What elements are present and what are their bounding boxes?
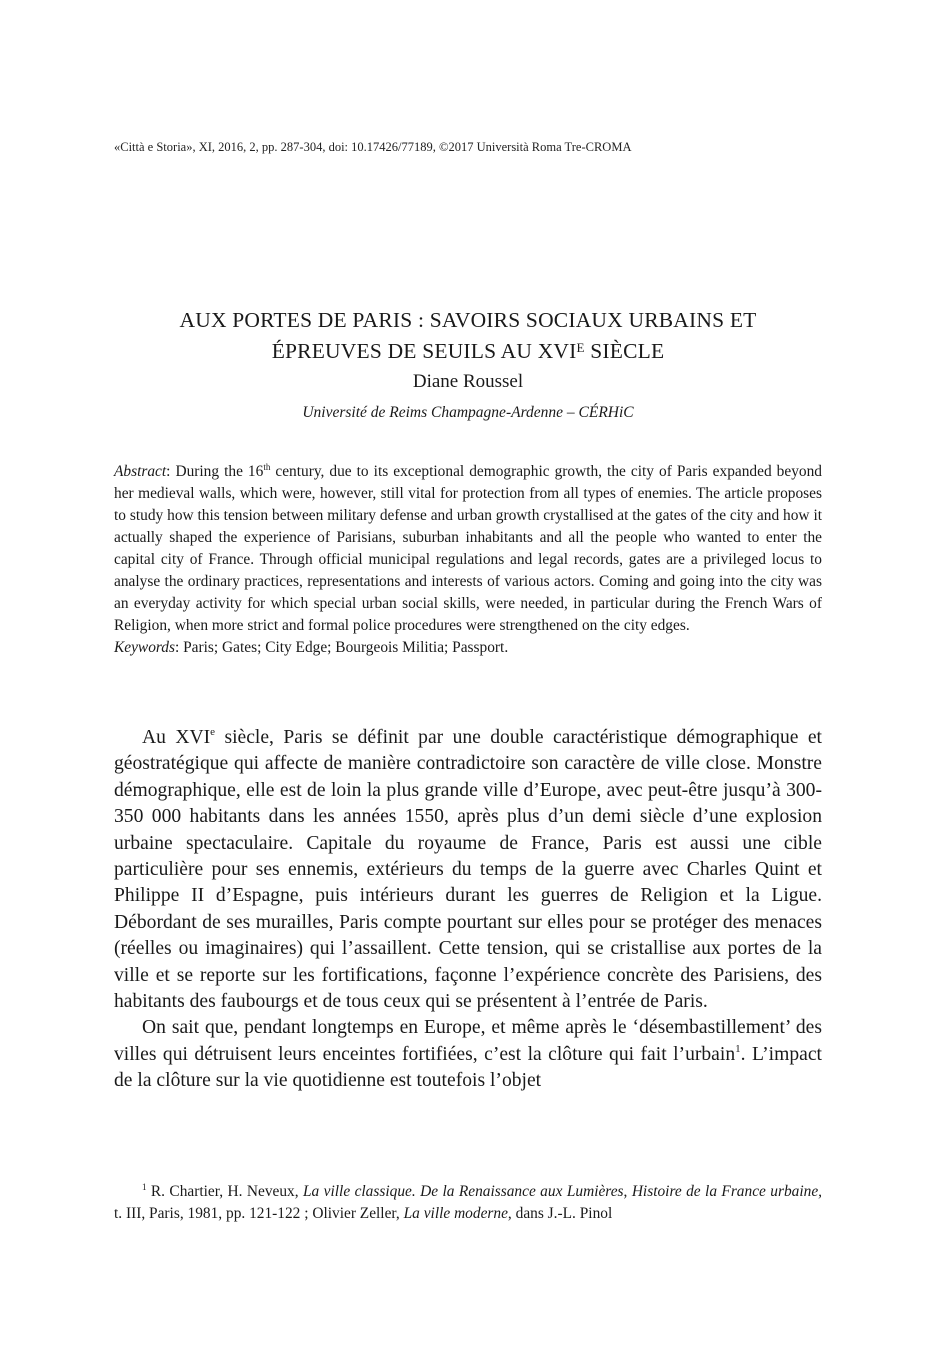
body-paragraph-2 [114, 1015, 822, 1094]
footnote-text-2: , [623, 1183, 632, 1200]
p1-superscript: e [210, 726, 216, 738]
body-paragraph-1 [114, 725, 822, 1015]
abstract-block [114, 461, 822, 659]
footnote-text-3: t. III, Paris, 1981, pp. 121-122 ; Olivier Zeller, [114, 1205, 404, 1222]
body-text [114, 725, 822, 1095]
footnote-1 [114, 1181, 822, 1225]
keywords-label: Keywords [114, 639, 175, 656]
abstract-paragraph [114, 461, 822, 637]
footnote-title-2: Histoire de la France urbaine, [631, 1183, 822, 1200]
keywords-text: : Paris; Gates; City Edge; Bourgeois Militia; Passport. [175, 639, 509, 656]
abstract-label: Abstract [114, 463, 167, 480]
p1-start: Au XVI [142, 727, 211, 748]
title-line-2 [114, 334, 822, 365]
title-line-2-end: SIÈCLE [584, 339, 665, 363]
title-line-1: AUX PORTES DE PARIS : SAVOIRS SOCIAUX URBAINS ET [179, 308, 757, 332]
footnote-title-1: La ville classique. De la Renaissance aux Lumières [303, 1183, 624, 1200]
footnote-number: 1 [142, 1182, 147, 1192]
footnote-paragraph [114, 1181, 822, 1225]
footnote-text-4: , dans J.-L. Pinol [507, 1205, 613, 1222]
p2-text: On sait que, pendant longtemps en Europe, et même après le ‘désembastillement’ des villes qui détruisent leurs enceintes fortifiées, c’est la clôture qui fait l’urbain [114, 1017, 822, 1065]
title-superscript: E [576, 340, 585, 355]
abstract-text: century, due to its exceptional demographic growth, the city of Paris expanded beyond her medieval walls, which were, however, still vital for protection from all types of enemies. The article proposes to study how this tension between military defense and urban growth crystallised at the gates of the city and how it actually shaped the experience of Parisians, suburban inhabitants and all the people who wanted to enter the capital city of France. Through official municipal regulations and legal records, gates are a privileged locus to analyse the ordinary practices, representations and interests of various actors. Coming and going into the city was an everyday activity for which special urban social skills, were needed, in particular during the French Wars of Religion, when more strict and formal police procedures were strengthened on the city edges. [114, 463, 822, 634]
article-title [114, 307, 822, 365]
author-name: Diane Roussel [412, 371, 524, 392]
p1-text: siècle, Paris se définit par une double caractéristique démographique et géostratégique qui affecte de manière contradictoire son caractère de ville close. Monstre démographique, elle est de loin la plus grande ville d’Europe, avec peut-être jusqu’à 300-350 000 habitants dans les années 1550, après plus d’un demi siècle d’une explosion urbaine spectaculaire. Capitale du royaume de France, Paris est aussi une cible particulière pour ses ennemis, extérieurs du temps de la guerre avec Charles Quint et Philippe II d’Espagne, puis intérieurs durant les guerres de Religion et la Ligue. Débordant de ses murailles, Paris compte pourtant sur elles pour se protéger des menaces (réelles ou imaginaires) qui l’assaillent. Cette tension, qui se cristallise aux portes de la ville et se reporte sur les fortifications, façonne l’expérience concrète des Parisiens, des habitants des faubourgs et de tous ceux qui se présentent à l’entrée de Paris. [114, 727, 822, 1013]
abstract-superscript: th [263, 462, 271, 472]
abstract-text-start: : During the 16 [166, 463, 264, 480]
footnote-text-1: R. Chartier, H. Neveux, [146, 1183, 303, 1200]
p2-end: . L’impact de la clôture sur la vie quotidienne est toutefois l’objet [114, 1043, 822, 1092]
footnote-ref-1[interactable]: 1 [735, 1042, 741, 1055]
author-affiliation: Université de Reims Champagne-Ardenne – CÉRHiC [302, 404, 634, 421]
title-line-2-text: ÉPREUVES DE SEUILS AU XVI [271, 339, 577, 363]
keywords-paragraph [114, 637, 822, 659]
running-header: «Città e Storia», XI, 2016, 2, pp. 287-304, doi: 10.17426/77189, ©2017 Università Roma Tre-CROMA [114, 140, 632, 154]
footnote-title-3: La ville moderne [403, 1205, 508, 1222]
